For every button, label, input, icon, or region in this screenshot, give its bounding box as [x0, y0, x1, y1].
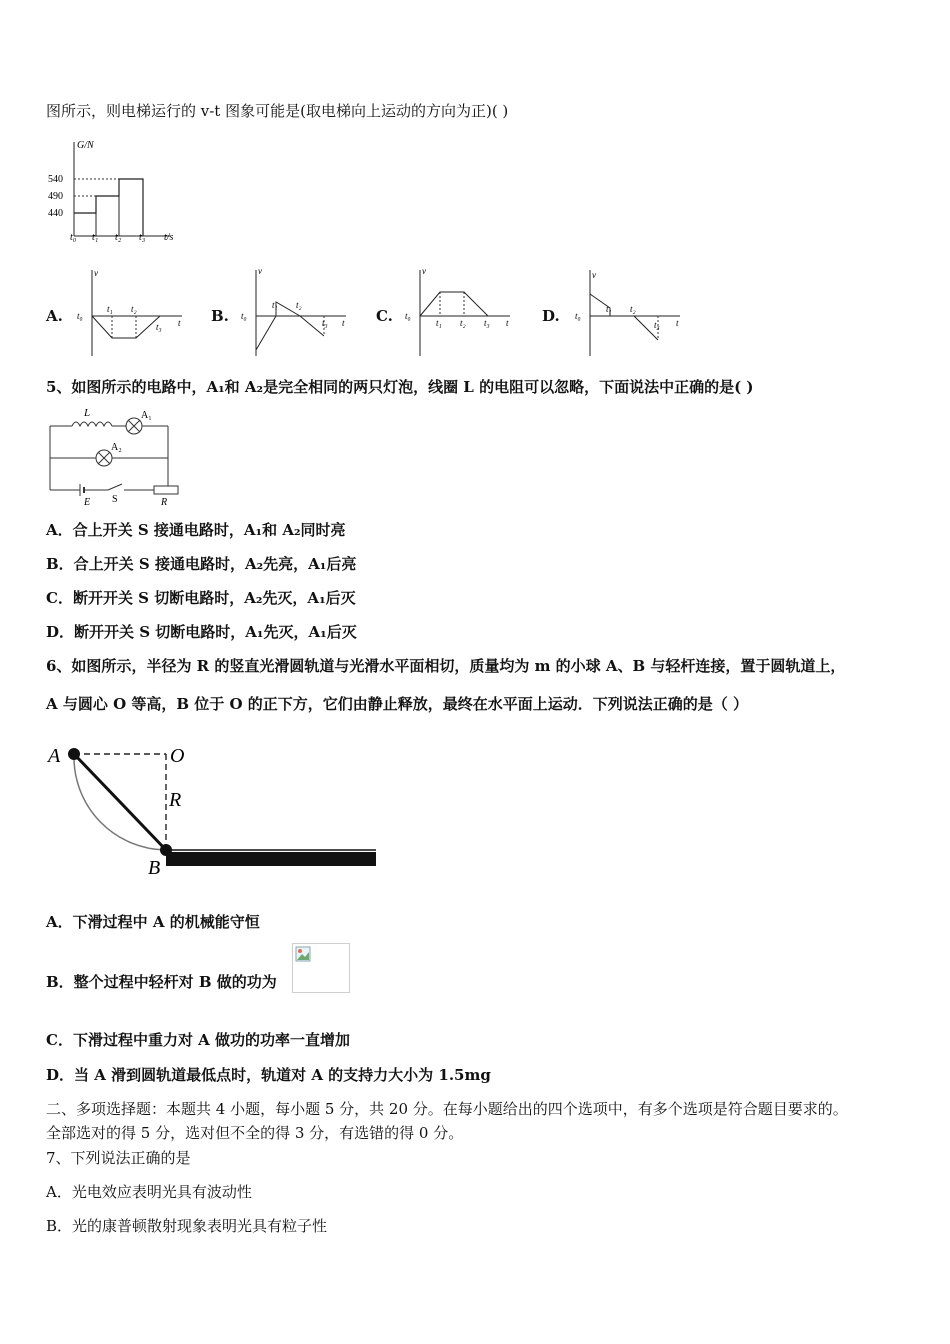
- svg-text:v: v: [592, 270, 596, 280]
- svg-text:t₃: t₃: [654, 320, 660, 330]
- svg-text:t₂: t₂: [460, 318, 466, 328]
- label-L: L: [84, 407, 91, 419]
- svg-text:t₁: t₁: [436, 318, 442, 328]
- horizontal-surface: [166, 852, 376, 866]
- q6-option-b[interactable]: B．整个过程中轻杆对 B 做的功为: [46, 973, 277, 991]
- svg-text:t: t: [676, 318, 679, 328]
- section2-heading-line1: 二、多项选择题：本题共 4 小题，每小题 5 分，共 20 分。在每小题给出的四个选项中，有多个选项是符合题目要求的。: [46, 1100, 848, 1118]
- x-axis-label: t/s: [164, 232, 174, 243]
- q4-stem: 图所示，则电梯运行的 v-t 图象可能是(取电梯向上运动的方向为正)( ): [46, 102, 509, 120]
- svg-text:t₂: t₂: [630, 304, 636, 314]
- svg-text:t₂: t₂: [296, 300, 302, 310]
- ball-a: [68, 748, 80, 760]
- svg-text:t₃: t₃: [484, 318, 490, 328]
- svg-text:t₃: t₃: [322, 318, 328, 328]
- q7-option-a[interactable]: A．光电效应表明光具有波动性: [46, 1183, 252, 1201]
- q4-gt-graph: [44, 136, 184, 244]
- q5-option-a[interactable]: A．合上开关 S 接通电路时，A₁和 A₂同时亮: [46, 521, 346, 539]
- resistor-icon: [154, 486, 178, 494]
- q5-stem: 5、如图所示的电路中，A₁和 A₂是完全相同的两只灯泡，线圈 L 的电阻可以忽略，下面说法中正确的是( ): [46, 378, 754, 396]
- inductor-coil: [72, 422, 112, 426]
- label-R: R: [169, 789, 182, 811]
- label-E: E: [84, 497, 91, 508]
- q6-option-d[interactable]: D．当 A 滑到圆轨道最低点时，轨道对 A 的支持力大小为 1.5mg: [46, 1066, 491, 1084]
- q4-option-a-label[interactable]: A.: [46, 307, 63, 325]
- image-placeholder-icon: [295, 946, 311, 962]
- svg-text:t₂: t₂: [131, 304, 137, 314]
- x-tick-t1: t₁: [92, 232, 99, 243]
- broken-formula-image: [292, 943, 350, 993]
- svg-text:t₁: t₁: [272, 300, 278, 310]
- svg-text:v: v: [422, 266, 426, 276]
- label-A1: A₁: [141, 410, 152, 421]
- x-tick-t0: t₀: [70, 232, 77, 243]
- q5-option-d[interactable]: D．断开开关 S 切断电路时，A₁先灭，A₁后灭: [46, 623, 357, 641]
- g-step-line: [74, 179, 143, 236]
- svg-text:t: t: [506, 318, 509, 328]
- q5-circuit-diagram: [44, 406, 186, 510]
- q4-option-a-graph: [74, 264, 189, 360]
- x-tick-t2: t₂: [115, 232, 122, 243]
- svg-text:t₁: t₁: [606, 304, 612, 314]
- svg-text:t₀: t₀: [575, 311, 581, 321]
- svg-text:v: v: [94, 268, 98, 278]
- label-S: S: [112, 494, 118, 505]
- label-O: O: [170, 745, 185, 767]
- q4-option-c-graph: [402, 264, 517, 360]
- label-R: R: [161, 497, 168, 508]
- light-rod: [74, 754, 166, 850]
- y-axis-label: G/N: [77, 140, 94, 151]
- svg-text:t₁: t₁: [107, 304, 113, 314]
- label-A: A: [48, 745, 61, 767]
- q6-option-c[interactable]: C．下滑过程中重力对 A 做功的功率一直增加: [46, 1031, 351, 1049]
- svg-text:t₀: t₀: [405, 311, 411, 321]
- q5-option-c[interactable]: C．断开开关 S 切断电路时，A₂先灭，A₁后灭: [46, 589, 356, 607]
- q4-option-d-label[interactable]: D.: [542, 307, 560, 325]
- q7-stem: 7、下列说法正确的是: [46, 1149, 191, 1167]
- svg-text:t₃: t₃: [156, 322, 162, 332]
- q6-stem-line2: A 与圆心 O 等高，B 位于 O 的正下方，它们由静止释放，最终在水平面上运动．下列说法正确的是（ ）: [46, 695, 749, 713]
- y-tick-490: 490: [48, 191, 63, 202]
- q4-option-b-graph: [238, 264, 353, 360]
- q5-option-b[interactable]: B．合上开关 S 接通电路时，A₂先亮，A₁后亮: [46, 555, 357, 573]
- svg-text:t: t: [178, 318, 181, 328]
- svg-text:t: t: [342, 318, 345, 328]
- q7-option-b[interactable]: B．光的康普顿散射现象表明光具有粒子性: [46, 1217, 328, 1235]
- svg-text:v: v: [258, 266, 262, 276]
- label-B: B: [148, 857, 161, 879]
- svg-text:t₀: t₀: [241, 311, 247, 321]
- q4-option-c-label[interactable]: C.: [376, 307, 393, 325]
- y-tick-540: 540: [48, 174, 63, 185]
- section2-heading-line2: 全部选对的得 5 分，选对但不全的得 3 分，有选错的得 0 分。: [46, 1124, 464, 1142]
- q6-stem-line1: 6、如图所示，半径为 R 的竖直光滑圆轨道与光滑水平面相切，质量均为 m 的小球 A、B 与轻杆连接，置于圆轨道上，: [46, 657, 846, 675]
- q4-option-d-graph: [572, 264, 687, 360]
- x-tick-t3: t₃: [139, 232, 146, 243]
- q6-track-diagram: [44, 734, 384, 880]
- switch-icon: [108, 484, 122, 490]
- svg-text:t₀: t₀: [77, 311, 83, 321]
- label-A2: A₂: [111, 442, 122, 453]
- y-tick-440: 440: [48, 208, 63, 219]
- q4-option-b-label[interactable]: B.: [211, 307, 229, 325]
- q6-option-a[interactable]: A．下滑过程中 A 的机械能守恒: [46, 913, 260, 931]
